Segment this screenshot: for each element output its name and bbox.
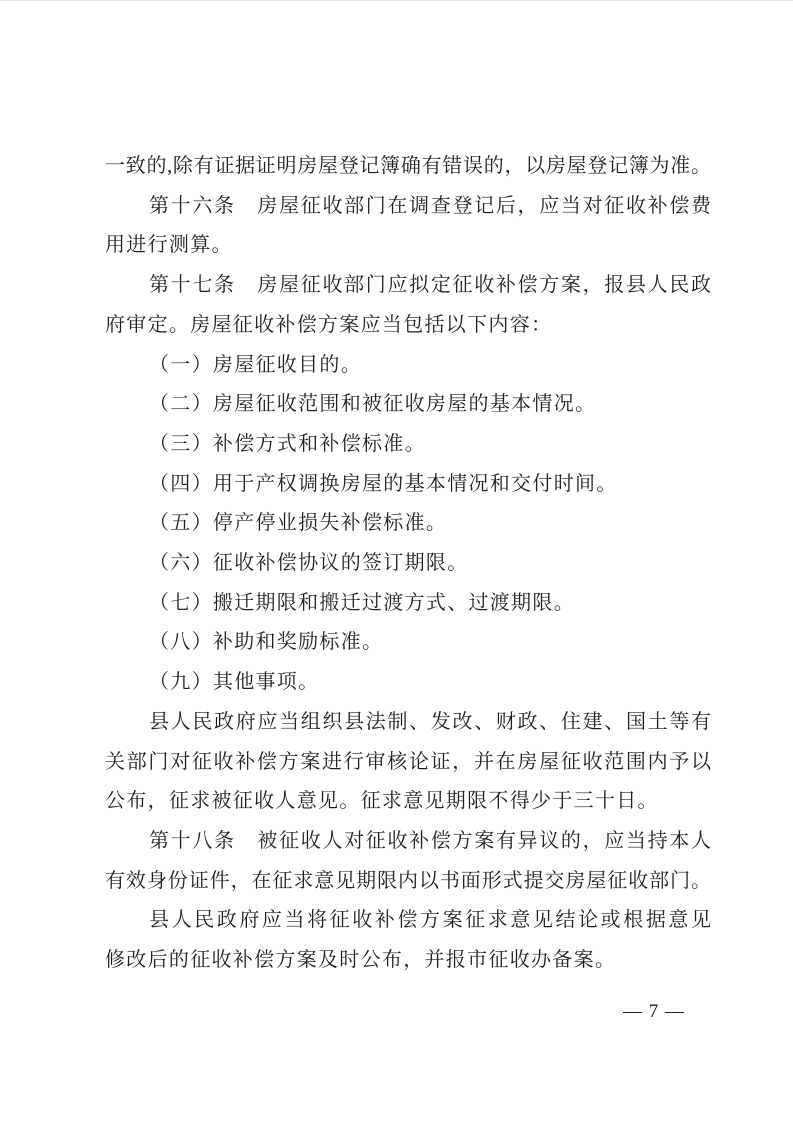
document-body: [105, 147, 711, 981]
doc-line-item-3: （三）补偿方式和补偿标准。: [149, 432, 426, 455]
doc-line: 县人民政府应当组织县法制、发改、财政、住建、国土等有: [149, 710, 711, 733]
doc-line: 公布，征求被征收人意见。征求意见期限不得少于三十日。: [105, 790, 659, 813]
doc-line-article-18: 第十八条 被征收人对征收补偿方案有异议的，应当持本人: [149, 829, 711, 852]
doc-line-item-2: （二）房屋征收范围和被征收房屋的基本情况。: [149, 393, 597, 416]
doc-line-item-7: （七）搬迁期限和搬迁过渡方式、过渡期限。: [149, 591, 575, 614]
doc-line: 修改后的征收补偿方案及时公布，并报市征收办备案。: [105, 949, 617, 972]
doc-line-item-5: （五）停产停业损失补偿标准。: [149, 512, 448, 535]
doc-line: 县人民政府应当将征收补偿方案征求意见结论或根据意见: [149, 909, 711, 932]
doc-line: 一致的,除有证据证明房屋登记簿确有错误的，以房屋登记簿为准。: [105, 155, 711, 177]
scan-edge-line: [0, 0, 793, 1]
doc-line-item-4: （四）用于产权调换房屋的基本情况和交付时间。: [149, 472, 618, 495]
doc-line: 府审定。房屋征收补偿方案应当包括以下内容：: [105, 313, 553, 336]
doc-line-article-16: 第十六条 房屋征收部门在调查登记后，应当对征收补偿费: [149, 194, 711, 217]
doc-line-item-9: （九）其他事项。: [149, 671, 320, 694]
page-number: — 7 —: [623, 1001, 685, 1022]
doc-line: 关部门对征收补偿方案进行审核论证，并在房屋征收范围内予以: [105, 750, 711, 773]
doc-line-item-1: （一）房屋征收目的。: [149, 353, 362, 376]
doc-line: 有效身份证件，在征求意见期限内以书面形式提交房屋征收部门。: [105, 869, 711, 892]
doc-line-article-17: 第十七条 房屋征收部门应拟定征收补偿方案，报县人民政: [149, 274, 711, 297]
doc-line-item-6: （六）征收补偿协议的签订期限。: [149, 552, 469, 575]
doc-line: 用进行测算。: [105, 234, 233, 257]
doc-line-item-8: （八）补助和奖励标准。: [149, 631, 384, 654]
